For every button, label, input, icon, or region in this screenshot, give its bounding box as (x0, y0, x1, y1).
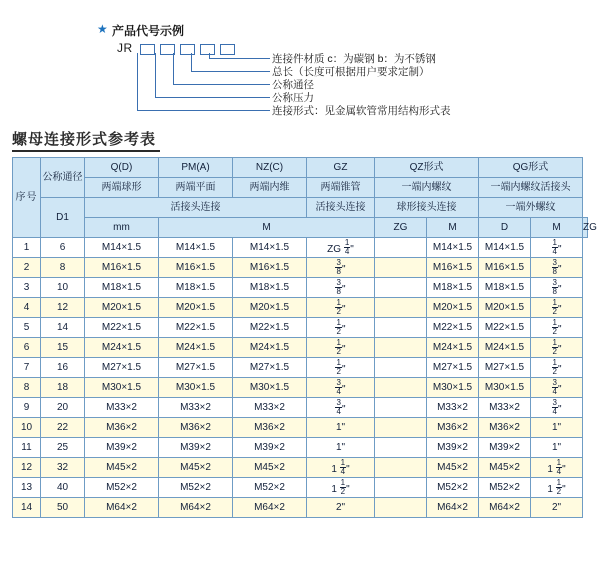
row-qg-m: M16×1.5 (479, 258, 531, 278)
row-seq: 14 (13, 498, 41, 518)
header-group-pm-type: 两端平面 (159, 178, 233, 198)
row-qd: M64×2 (85, 498, 159, 518)
header-row-join (13, 198, 588, 218)
row-seq: 10 (13, 418, 41, 438)
row-qz-d: M24×1.5 (427, 338, 479, 358)
row-qd: M30×1.5 (85, 378, 159, 398)
header-group-gz-code: GZ (307, 158, 375, 178)
row-qg-m: M18×1.5 (479, 278, 531, 298)
row-qd: M16×1.5 (85, 258, 159, 278)
row-nz: M24×1.5 (233, 338, 307, 358)
row-dn: 50 (41, 498, 85, 518)
row-dn: 6 (41, 238, 85, 258)
row-qz-m (375, 398, 427, 418)
row-nz: M27×1.5 (233, 358, 307, 378)
table-row (13, 418, 588, 438)
row-qg-m: M36×2 (479, 418, 531, 438)
row-seq: 1 (13, 238, 41, 258)
nut-connection-table (12, 157, 597, 518)
header-seq-label: 序号 (15, 191, 38, 203)
row-qg-m: M22×1.5 (479, 318, 531, 338)
star-icon: ★ (97, 22, 108, 36)
row-nz: M30×1.5 (233, 378, 307, 398)
table-head (13, 158, 597, 238)
row-qz-d: M14×1.5 (427, 238, 479, 258)
row-qg-zg: 1" (531, 418, 583, 438)
row-qd: M52×2 (85, 478, 159, 498)
leader-line-5 (137, 53, 270, 111)
row-gz: $\frac{1}{2}$ " (307, 318, 375, 338)
row-qd: M45×2 (85, 458, 159, 478)
table-row (13, 238, 588, 258)
row-pm: M39×2 (159, 438, 233, 458)
row-seq: 12 (13, 458, 41, 478)
header-row-types (13, 178, 588, 198)
row-qz-m (375, 378, 427, 398)
header-group-qd-code: Q(D) (85, 158, 159, 178)
row-qd: M14×1.5 (85, 238, 159, 258)
row-dn: 8 (41, 258, 85, 278)
header-group-qg-code: QG形式 (479, 158, 583, 178)
row-gz: 2" (307, 498, 375, 518)
row-pm: M33×2 (159, 398, 233, 418)
row-qg-zg: $\frac{1}{2}$ " (531, 298, 583, 318)
row-pm: M30×1.5 (159, 378, 233, 398)
header-join-left: 活接头连接 (85, 198, 307, 218)
row-qz-d: M16×1.5 (427, 258, 479, 278)
row-dn: 15 (41, 338, 85, 358)
header-group-gz-type: 两端锥管 (307, 178, 375, 198)
row-qg-m: M24×1.5 (479, 338, 531, 358)
header-unit-mm: mm (85, 218, 159, 238)
row-qz-d: M33×2 (427, 398, 479, 418)
row-qg-zg: $\frac{3}{4}$ " (531, 398, 583, 418)
row-qz-d: M30×1.5 (427, 378, 479, 398)
header-unit-zg: ZG (375, 218, 427, 238)
row-qz-m (375, 458, 427, 478)
table-body (13, 238, 588, 518)
row-qz-d: M36×2 (427, 418, 479, 438)
row-dn: 32 (41, 458, 85, 478)
row-qd: M36×2 (85, 418, 159, 438)
header-group-qz-code: QZ形式 (375, 158, 479, 178)
row-qg-zg: 2" (531, 498, 583, 518)
legend-label-1: 连接件材质 c：为碳钢 b：为不锈钢 (272, 53, 436, 65)
row-qz-m (375, 478, 427, 498)
row-pm: M18×1.5 (159, 278, 233, 298)
row-nz: M33×2 (233, 398, 307, 418)
row-qz-m (375, 498, 427, 518)
row-qg-zg: 1 $\frac{1}{2}$ " (531, 478, 583, 498)
table-row (13, 338, 588, 358)
table-row (13, 278, 588, 298)
row-gz: 1" (307, 438, 375, 458)
row-qz-d: M39×2 (427, 438, 479, 458)
row-gz: 1 $\frac{1}{2}$ " (307, 478, 375, 498)
row-gz: $\frac{3}{8}$ " (307, 278, 375, 298)
table-row (13, 398, 588, 418)
row-qg-m: M39×2 (479, 438, 531, 458)
row-qz-d: M45×2 (427, 458, 479, 478)
row-dn: 25 (41, 438, 85, 458)
row-dn: 14 (41, 318, 85, 338)
row-qd: M33×2 (85, 398, 159, 418)
row-dn: 12 (41, 298, 85, 318)
page-title: 螺母连接形式参考表 (12, 131, 157, 148)
row-pm: M24×1.5 (159, 338, 233, 358)
row-seq: 5 (13, 318, 41, 338)
row-qz-m (375, 278, 427, 298)
row-qd: M24×1.5 (85, 338, 159, 358)
row-gz: 1" (307, 418, 375, 438)
row-gz: $\frac{3}{4}$ " (307, 398, 375, 418)
row-qg-m: M30×1.5 (479, 378, 531, 398)
table-row (13, 438, 588, 458)
row-nz: M16×1.5 (233, 258, 307, 278)
row-qz-d: M27×1.5 (427, 358, 479, 378)
row-seq: 7 (13, 358, 41, 378)
header-group-nz-code: NZ(C) (233, 158, 307, 178)
row-gz: $\frac{1}{2}$ " (307, 338, 375, 358)
row-seq: 11 (13, 438, 41, 458)
table-row (13, 378, 588, 398)
row-nz: M45×2 (233, 458, 307, 478)
row-qz-m (375, 418, 427, 438)
row-qz-m (375, 258, 427, 278)
row-qg-m: M27×1.5 (479, 358, 531, 378)
row-qz-d: M18×1.5 (427, 278, 479, 298)
row-pm: M20×1.5 (159, 298, 233, 318)
row-qg-zg: $\frac{1}{2}$ " (531, 318, 583, 338)
row-qg-m: M20×1.5 (479, 298, 531, 318)
row-qg-m: M45×2 (479, 458, 531, 478)
legend-label-2: 总长（长度可根据用户要求定制） (272, 66, 430, 78)
legend-title: 产品代号示例 (112, 24, 185, 38)
row-pm: M27×1.5 (159, 358, 233, 378)
header-join-gz: 活接头连接 (307, 198, 375, 218)
table-row (13, 498, 588, 518)
row-dn: 22 (41, 418, 85, 438)
row-qg-zg: $\frac{1}{4}$ " (531, 238, 583, 258)
row-qg-m: M64×2 (479, 498, 531, 518)
header-seq (13, 158, 41, 238)
header-group-nz-type: 两端内维 (233, 178, 307, 198)
row-qz-m (375, 338, 427, 358)
row-nz: M20×1.5 (233, 298, 307, 318)
row-pm: M45×2 (159, 458, 233, 478)
row-pm: M64×2 (159, 498, 233, 518)
header-group-qz-type: 一端内螺纹 (375, 178, 479, 198)
row-qz-m (375, 358, 427, 378)
row-qg-m: M14×1.5 (479, 238, 531, 258)
header-group-qg-type: 一端内螺纹活接头 (479, 178, 583, 198)
row-qd: M22×1.5 (85, 318, 159, 338)
header-row-codes (13, 158, 588, 178)
row-qg-zg: $\frac{1}{2}$ " (531, 338, 583, 358)
row-qg-m: M52×2 (479, 478, 531, 498)
row-pm: M14×1.5 (159, 238, 233, 258)
row-gz: 1 $\frac{1}{4}$ " (307, 458, 375, 478)
row-nz: M52×2 (233, 478, 307, 498)
header-unit-zg-qg: ZG (583, 218, 588, 238)
row-qd: M27×1.5 (85, 358, 159, 378)
table-row (13, 458, 588, 478)
row-qz-d: M22×1.5 (427, 318, 479, 338)
row-dn: 18 (41, 378, 85, 398)
header-join-qg: 一端外螺纹 (479, 198, 583, 218)
row-nz: M36×2 (233, 418, 307, 438)
row-gz: $\frac{1}{2}$ " (307, 298, 375, 318)
legend-label-5: 连接形式：见金属软管常用结构形式表 (272, 105, 451, 117)
row-gz: ZG $\frac{1}{4}$ " (307, 238, 375, 258)
header-group-qd-type: 两端球形 (85, 178, 159, 198)
header-unit-d-qz: D (479, 218, 531, 238)
row-nz: M22×1.5 (233, 318, 307, 338)
row-qd: M18×1.5 (85, 278, 159, 298)
header-unit-m-qg: M (531, 218, 583, 238)
row-qg-zg: $\frac{3}{4}$ " (531, 378, 583, 398)
header-join-qz: 球形接头连接 (375, 198, 479, 218)
row-qd: M39×2 (85, 438, 159, 458)
row-seq: 3 (13, 278, 41, 298)
row-seq: 4 (13, 298, 41, 318)
row-pm: M22×1.5 (159, 318, 233, 338)
table-row (13, 358, 588, 378)
row-qd: M20×1.5 (85, 298, 159, 318)
row-qz-d: M64×2 (427, 498, 479, 518)
row-gz: $\frac{3}{8}$ " (307, 258, 375, 278)
row-qz-m (375, 438, 427, 458)
header-unit-m-left: M (159, 218, 375, 238)
row-gz: $\frac{1}{2}$ " (307, 358, 375, 378)
row-seq: 2 (13, 258, 41, 278)
row-seq: 9 (13, 398, 41, 418)
row-nz: M18×1.5 (233, 278, 307, 298)
row-seq: 13 (13, 478, 41, 498)
legend-label-3: 公称通径 (272, 79, 314, 91)
row-seq: 6 (13, 338, 41, 358)
row-qz-d: M52×2 (427, 478, 479, 498)
row-pm: M36×2 (159, 418, 233, 438)
product-code-legend (0, 0, 600, 120)
row-qg-zg: 1 $\frac{1}{4}$ " (531, 458, 583, 478)
title-underline (12, 150, 160, 152)
row-dn: 40 (41, 478, 85, 498)
row-dn: 10 (41, 278, 85, 298)
row-qz-d: M20×1.5 (427, 298, 479, 318)
header-d1: D1 (41, 198, 85, 238)
table-row (13, 298, 588, 318)
row-qg-zg: $\frac{3}{8}$ " (531, 278, 583, 298)
table-row (13, 258, 588, 278)
legend-label-4: 公称压力 (272, 92, 314, 104)
row-dn: 20 (41, 398, 85, 418)
row-qg-m: M33×2 (479, 398, 531, 418)
row-pm: M52×2 (159, 478, 233, 498)
row-seq: 8 (13, 378, 41, 398)
row-qg-zg: $\frac{3}{8}$ " (531, 258, 583, 278)
row-nz: M64×2 (233, 498, 307, 518)
header-unit-m-qz: M (427, 218, 479, 238)
legend-prefix: JR (117, 41, 133, 55)
row-dn: 16 (41, 358, 85, 378)
row-qg-zg: 1" (531, 438, 583, 458)
header-dn: 公称通径 (41, 158, 85, 198)
row-qz-m (375, 318, 427, 338)
row-gz: $\frac{3}{4}$ " (307, 378, 375, 398)
table-row (13, 478, 588, 498)
row-nz: M39×2 (233, 438, 307, 458)
table-row (13, 318, 588, 338)
row-qz-m (375, 298, 427, 318)
row-nz: M14×1.5 (233, 238, 307, 258)
header-row-units (13, 218, 588, 238)
row-pm: M16×1.5 (159, 258, 233, 278)
row-qg-zg: $\frac{1}{2}$ " (531, 358, 583, 378)
header-group-pm-code: PM(A) (159, 158, 233, 178)
row-qz-m (375, 238, 427, 258)
